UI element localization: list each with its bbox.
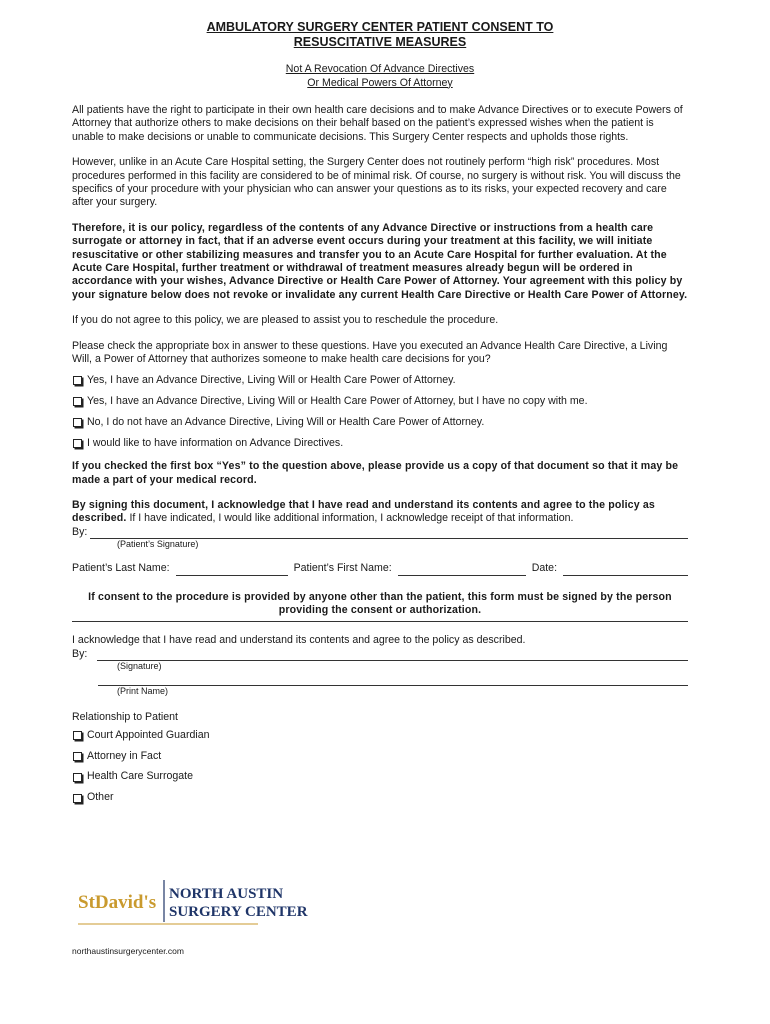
- consent-form: [72, 20, 688, 805]
- form-title-line2: RESUSCITATIVE MEASURES: [293, 34, 467, 49]
- acknowledge-bold: By signing this document, I acknowledge that I have read and understand its contents and agree to the policy as described.: [72, 498, 655, 525]
- checkbox-icon[interactable]: [73, 731, 82, 740]
- patient-signature-line[interactable]: [90, 529, 688, 539]
- acknowledge-normal: If I have indicated, I would like additional information, I acknowledge receipt of that information.: [126, 512, 574, 525]
- by-label: By:: [72, 647, 88, 660]
- option-have-directive[interactable]: [72, 374, 688, 387]
- relationship-options: [72, 729, 688, 805]
- relationship-attorney[interactable]: [72, 750, 688, 763]
- relationship-guardian[interactable]: [72, 729, 688, 742]
- option-label: Yes, I have an Advance Directive, Living Will or Health Care Power of Attorney, but I have no copy with me.: [87, 394, 588, 407]
- option-label: Court Appointed Guardian: [87, 728, 210, 741]
- advance-directive-options: [72, 374, 688, 450]
- signature-caption: (Signature): [117, 661, 162, 672]
- checkbox-icon[interactable]: [73, 439, 82, 448]
- by-label: By:: [72, 525, 88, 538]
- patient-name-row: [72, 562, 688, 575]
- checkbox-icon[interactable]: [73, 418, 82, 427]
- print-name-line[interactable]: [98, 676, 688, 686]
- relationship-label: Relationship to Patient: [72, 711, 179, 724]
- checkbox-icon[interactable]: [73, 752, 82, 761]
- svg-text:StDavid's: StDavid's: [78, 892, 157, 913]
- print-name-caption: (Print Name): [117, 686, 169, 697]
- print-name-row: [72, 676, 688, 686]
- patient-signature-caption: (Patient’s Signature): [117, 539, 199, 550]
- svg-text:NORTH AUSTIN: NORTH AUSTIN: [169, 886, 284, 902]
- st-davids-logo: [78, 878, 308, 926]
- option-label: I would like to have information on Advance Directives.: [87, 436, 344, 449]
- option-label: Health Care Surrogate: [87, 770, 193, 783]
- patient-signature-row: [72, 526, 688, 539]
- risk-paragraph: However, unlike in an Acute Care Hospital setting, the Surgery Center does not routinely perform “high risk” procedures. Most procedures performed in this facility are considered to be of minimal risk. Of course, no surgery is without risk. You will discuss the specifics of your procedure with your physician who can answer your questions as to its risks, your expected recovery and care after your surgery.: [72, 156, 681, 209]
- question-paragraph: Please check the appropriate box in answer to these questions. Have you executed an Advance Health Care Directive, a Living Will, a Power of Attorney that authorizes someone to make health care decisions for you?: [72, 339, 668, 366]
- option-no-directive[interactable]: [72, 416, 688, 429]
- first-name-label: Patient’s First Name:: [293, 562, 392, 575]
- acknowledge-paragraph: [72, 499, 688, 526]
- last-name-field[interactable]: [176, 566, 288, 576]
- checkbox-icon[interactable]: [73, 376, 82, 385]
- copy-note: If you checked the first box “Yes” to the question above, please provide us a copy of that document so that it may be made a part of your medical record.: [72, 460, 679, 486]
- option-have-no-copy[interactable]: [72, 395, 688, 408]
- section-divider: [72, 617, 688, 622]
- relationship-surrogate[interactable]: [72, 770, 688, 783]
- relationship-other[interactable]: [72, 791, 688, 804]
- checkbox-icon[interactable]: [73, 794, 82, 803]
- date-label: Date:: [531, 562, 558, 575]
- subtitle-line1: Not A Revocation Of Advance Directives: [285, 63, 475, 75]
- consent-other-note: If consent to the procedure is provided by anyone other than the patient, this form must be signed by the person providing the consent or authorization.: [88, 590, 672, 616]
- footer-url[interactable]: northaustinsurgerycenter.com: [72, 946, 184, 956]
- checkbox-icon[interactable]: [73, 773, 82, 782]
- acknowledge2-paragraph: I acknowledge that I have read and understand its contents and agree to the policy as described.: [72, 634, 526, 647]
- signature-row: [72, 648, 688, 661]
- policy-paragraph: Therefore, it is our policy, regardless of the contents of any Advance Directive or instructions from a health care surrogate or attorney in fact, that if an adverse event occurs during your treatment at this facility, we will initiate resuscitative or other stabilizing measures and transfer you to an Acute Care Hospital for further evaluation. At the Acute Care Hospital, further treatment or withdrawal of treatment measures already begun will be ordered in accordance with your wishes, Advance Directive or Health Care Power of Attorney. Your agreement with this policy by your signature below does not revoke or invalidate any current Health Care Directive or Health Care Power of Attorney.: [72, 221, 688, 301]
- form-title: [72, 20, 688, 49]
- option-label: Other: [87, 791, 114, 804]
- last-name-label: Patient’s Last Name:: [72, 562, 170, 575]
- signature-line[interactable]: [97, 651, 688, 661]
- subtitle-line2: Or Medical Powers Of Attorney: [307, 76, 453, 89]
- option-label: Yes, I have an Advance Directive, Living Will or Health Care Power of Attorney.: [87, 374, 456, 386]
- option-label: Attorney in Fact: [87, 749, 162, 762]
- date-field[interactable]: [563, 566, 688, 576]
- option-want-information[interactable]: [72, 437, 688, 450]
- svg-text:SURGERY CENTER: SURGERY CENTER: [169, 904, 308, 920]
- form-subtitle: [72, 63, 688, 90]
- option-label: No, I do not have an Advance Directive, Living Will or Health Care Power of Attorney.: [87, 415, 485, 428]
- reschedule-paragraph: If you do not agree to this policy, we are pleased to assist you to reschedule the procedure.: [72, 314, 499, 327]
- rights-paragraph: All patients have the right to participate in their own health care decisions and to make Advance Directives or to execute Powers of Attorney that authorize others to make decisions on their behalf based on the patient’s expressed wishes when the patient is unable to make decisions or unable to communicate decisions. This Surgery Center respects and upholds those rights.: [72, 104, 683, 143]
- form-title-line1: AMBULATORY SURGERY CENTER PATIENT CONSENT TO: [206, 20, 554, 34]
- first-name-field[interactable]: [398, 566, 526, 576]
- checkbox-icon[interactable]: [73, 397, 82, 406]
